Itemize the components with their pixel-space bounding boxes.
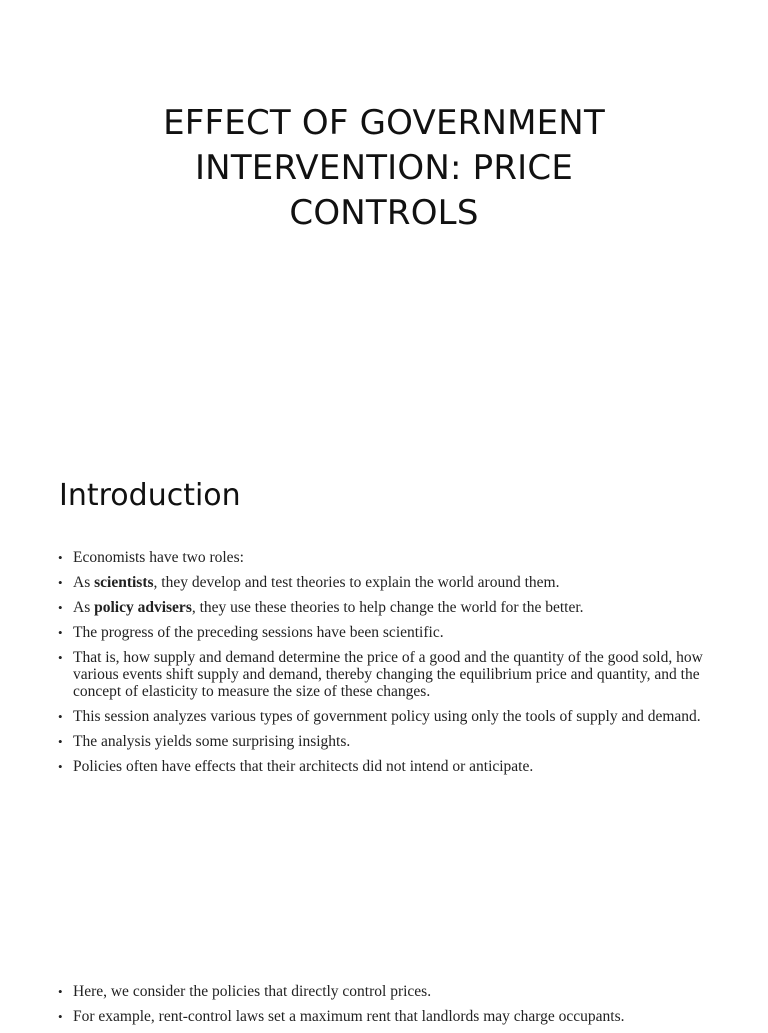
price-controls-slide bbox=[0, 864, 768, 1024]
bullet-text-post: , they develop and test theories to explain the world around them. bbox=[153, 574, 560, 591]
bullet-text: That is, how supply and demand determine the price of a good and the quantity of the good sold, how various events shift supply and demand, thereby changing the equilibrium price and quantity, and the concept of elasticity to measure the size of these changes. bbox=[73, 649, 703, 700]
bullet-item bbox=[58, 983, 708, 1000]
bullet-text: Here, we consider the policies that directly control prices. bbox=[73, 983, 432, 1000]
bullet-text-bold: scientists bbox=[94, 574, 154, 591]
title-line-2: INTERVENTION: PRICE bbox=[194, 147, 574, 188]
bullet-text-pre: As bbox=[73, 574, 95, 591]
bullet-item bbox=[58, 758, 708, 775]
bullet-text-post: , they use these theories to help change the world for the better. bbox=[191, 599, 584, 616]
bullet-item bbox=[58, 599, 708, 616]
bullet-text-bold: policy advisers bbox=[94, 599, 192, 616]
bullet-text: The progress of the preceding sessions have been scientific. bbox=[73, 624, 444, 641]
bullet-list bbox=[58, 983, 708, 1033]
bullet-text: Policies often have effects that their architects did not intend or anticipate. bbox=[73, 758, 534, 775]
bullet-item bbox=[58, 549, 708, 566]
bullet-item bbox=[58, 649, 708, 700]
title-line-1: EFFECT OF GOVERNMENT bbox=[163, 102, 605, 143]
title-slide bbox=[0, 0, 768, 432]
bullet-text: This session analyzes various types of government policy using only the tools of supply and demand. bbox=[73, 708, 701, 725]
bullet-text-pre: As bbox=[73, 599, 95, 616]
slide-heading: Introduction bbox=[59, 478, 241, 513]
title-line-3: CONTROLS bbox=[289, 192, 479, 233]
bullet-text: For example, rent-control laws set a maximum rent that landlords may charge occupants. bbox=[73, 1008, 625, 1025]
bullet-item bbox=[58, 1008, 708, 1025]
bullet-item bbox=[58, 733, 708, 750]
bullet-list bbox=[58, 549, 708, 783]
bullet-item bbox=[58, 574, 708, 591]
bullet-item bbox=[58, 624, 708, 641]
introduction-slide bbox=[0, 432, 768, 864]
bullet-item bbox=[58, 708, 708, 725]
bullet-text: The analysis yields some surprising insights. bbox=[73, 733, 351, 750]
bullet-text: Economists have two roles: bbox=[73, 549, 244, 566]
slide-title bbox=[100, 101, 668, 236]
